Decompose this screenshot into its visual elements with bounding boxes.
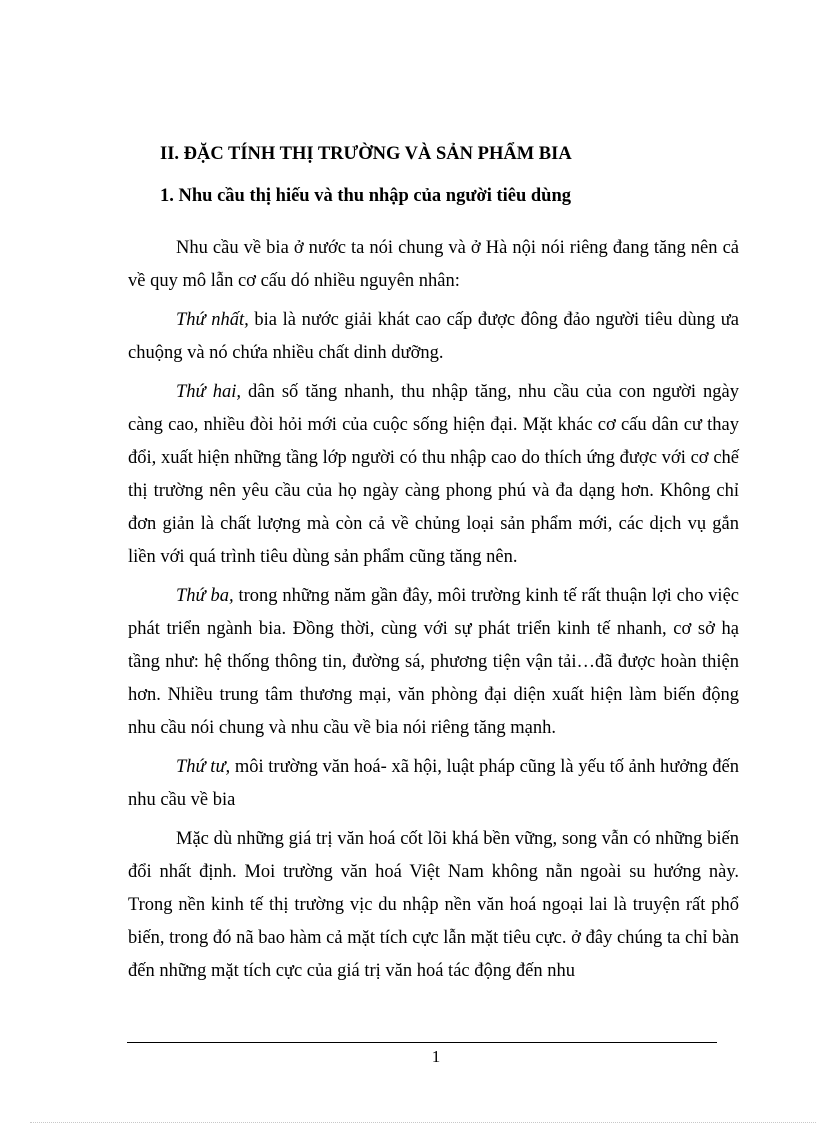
paragraph-text: Mặc dù những giá trị văn hoá cốt lõi khá bền vững, song vẫn có những biến đổi nhất định. Moi trường văn hoá Việt Nam không nằn ngoài su hướng này. Trong nền kinh tế thị trường vịc du nhập nền văn hoá ngoại lai là truyện rất phổ biến, trong đó nã bao hàm cả mặt tích cực lẫn mặt tiêu cực. ở đây chúng ta chỉ bàn đến những mặt tích cực của giá trị văn hoá tác động đến nhu (128, 829, 739, 981)
footer-divider (127, 1042, 717, 1043)
section-heading: II. ĐẶC TÍNH THỊ TRƯỜNG VÀ SẢN PHẨM BIA (160, 144, 572, 164)
paragraph-lead: Thứ hai, (176, 382, 241, 402)
paragraph-culture (128, 823, 739, 988)
paragraph-lead: Thứ nhất, (176, 310, 249, 330)
paragraph-lead: Thứ ba, (176, 586, 234, 606)
paragraph-text: dân số tăng nhanh, thu nhập tăng, nhu cầu của con người ngày càng cao, nhiều đòi hỏi mới của cuộc sống hiện đại. Mặt khác cơ cấu dân cư thay đổi, xuất hiện những tầng lớp người có thu nhập cao do thích ứng được với cơ chế thị trường nên yêu cầu của họ ngày càng phong phú và đa dạng hơn. Không chỉ đơn giản là chất lượng mà còn cả về chủng loại sản phẩm mới, các dịch vụ gắn liền với quá trình tiêu dùng sản phẩm cũng tăng nên. (128, 382, 739, 567)
paragraph-first-reason (128, 304, 739, 370)
subsection-heading: 1. Nhu cầu thị hiếu và thu nhập của người tiêu dùng (160, 186, 572, 206)
paragraph-fourth-reason (128, 751, 739, 817)
page-body (128, 140, 739, 988)
paragraph-intro (128, 232, 739, 298)
paragraph-text: môi trường văn hoá- xã hội, luật pháp cũng là yếu tố ảnh hưởng đến nhu cầu về bia (128, 757, 740, 810)
paragraph-text: trong những năm gần đây, môi trường kinh tế rất thuận lợi cho việc phát triển ngành bia. Đồng thời, cùng với sự phát triển kinh tế nhanh, cơ sở hạ tầng như: hệ thống thông tin, đường sá, phương tiện vận tải…đã được hoàn thiện hơn. Nhiều trung tâm thương mại, văn phòng đại diện xuất hiện làm biến động nhu cầu nói chung và nhu cầu về bia nói riêng tăng mạnh. (128, 586, 739, 738)
paragraph-lead: Thứ tư, (176, 757, 231, 777)
paragraph-third-reason (128, 580, 739, 745)
paragraph-second-reason (128, 376, 739, 574)
page-number: 1 (431, 1047, 441, 1066)
paragraph-text: bia là nước giải khát cao cấp được đông đảo người tiêu dùng ưa chuộng và nó chứa nhiều chất dinh dưỡng. (128, 310, 739, 363)
paragraph-text: Nhu cầu về bia ở nước ta nói chung và ở Hà nội nói riêng đang tăng nên cả về quy mô lẫn cơ cấu dó nhiều nguyên nhân: (128, 238, 739, 291)
